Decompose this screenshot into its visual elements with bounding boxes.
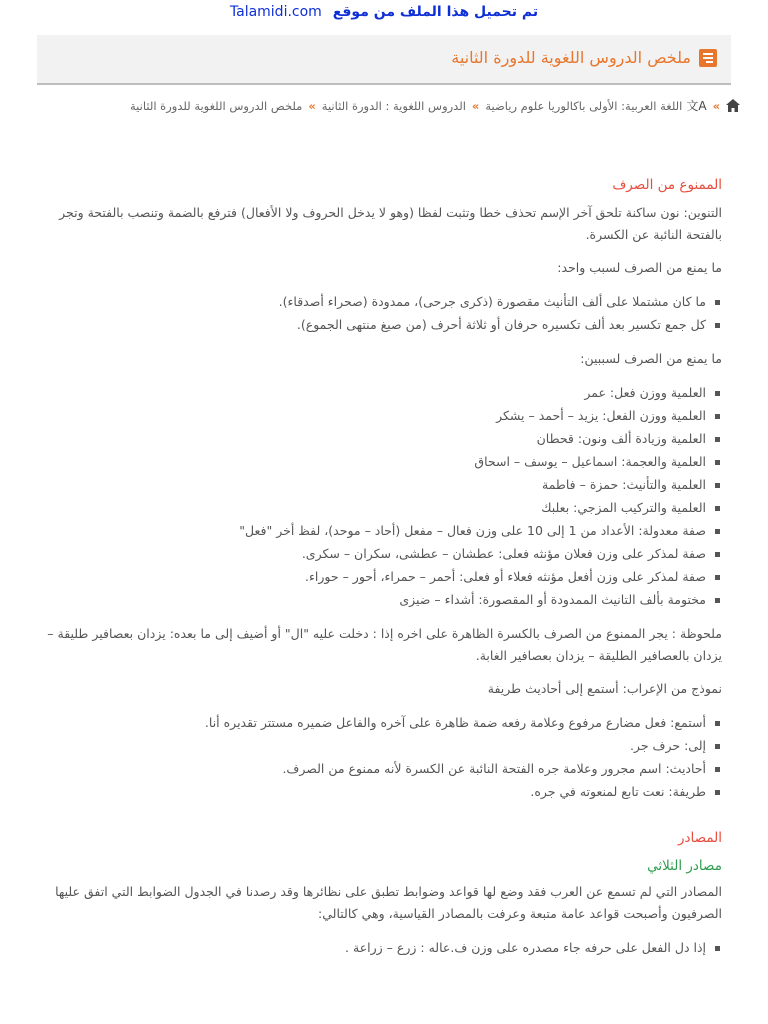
- breadcrumb-separator: »: [308, 98, 316, 113]
- list-item: العلمية ووزن الفعل: يزيد – أحمد – يشكر: [42, 404, 706, 427]
- list-item: أحاديث: اسم مجرور وعلامة جره الفتحة النائبة عن الكسرة لأنه ممنوع من الصرف.: [42, 757, 706, 780]
- list-item: صفة لمذكر على وزن فعلان مؤنثه فعلى: عطشان – عطشى، سكران – سكرى.: [42, 542, 706, 565]
- breadcrumb-separator: »: [712, 98, 720, 113]
- breadcrumb: [130, 97, 740, 114]
- two-causes-list: [42, 381, 722, 611]
- section-heading-masader: المصادر: [677, 830, 722, 846]
- breadcrumb-item-category[interactable]: الدروس اللغوية : الدورة الثانية: [321, 98, 466, 113]
- list-item: إلى: حرف جر.: [42, 734, 706, 757]
- list-item: العلمية ووزن فعل: عمر: [42, 381, 706, 404]
- parsing-example-label: نموذج من الإعراب: أستمع إلى أحاديث طريفة: [487, 681, 722, 696]
- masader-intro: المصادر التي لم تسمع عن العرب فقد وضع لها قواعد وضوابط تطبق على نظائرها وقد رصدنا في الجدول الضوابط التي اتفق عليها الصرفيون وأصبحت قواعد عامة متبعة وعرفت بالمصادر القياسية، وهي كالتالي:: [55, 884, 722, 921]
- masader-list: [42, 936, 722, 959]
- list-item: طريفة: نعت تابع لمنعوته في جره.: [42, 780, 706, 803]
- list-item: العلمية والعجمة: اسماعيل – يوسف – اسحاق: [42, 450, 706, 473]
- breadcrumb-item-subject[interactable]: اللغة العربية: الأولى باكالوريا علوم رياضية: [485, 98, 683, 113]
- list-item: مختومة بألف التانيث الممدودة أو المقصورة: أشداء – ضيزى: [42, 588, 706, 611]
- note-paragraph: ملحوظة : يجر الممنوع من الصرف بالكسرة الظاهرة على اخره إذا : دخلت عليه "ال" أو أضيف إلى ما بعده: يزدان بعصافير طليقة – يزدان بالعصافير الطليقة – يزدان بعصافير الغابة.: [47, 626, 722, 663]
- list-item: كل جمع تكسير بعد ألف تكسيره حرفان أو ثلاثة أحرف (من صيغ منتهى الجموع).: [42, 313, 706, 336]
- list-item: ما كان مشتملا على ألف التأنيث مقصورة (ذكرى جرحى)، ممدودة (صحراء أصدقاء).: [42, 290, 706, 313]
- one-cause-list: [42, 290, 722, 336]
- list-item: إذا دل الفعل على حرفه جاء مصدره على وزن ف.عاله : زرع – زراعة .: [42, 936, 706, 959]
- page-header: [37, 35, 731, 85]
- list-item: صفة لمذكر على وزن أفعل مؤنثه فعلاء أو فعلى: أحمر – حمراء، أحور – حوراء.: [42, 565, 706, 588]
- two-causes-label: ما يمنع من الصرف لسببين:: [580, 351, 722, 366]
- list-item: العلمية والتأنيث: حمزة – فاطمة: [42, 473, 706, 496]
- subheading-thulathi: مصادر الثلاثي: [647, 858, 722, 874]
- home-icon[interactable]: [726, 99, 740, 112]
- page-title: ملخص الدروس اللغوية للدورة الثانية: [451, 48, 691, 67]
- breadcrumb-separator: »: [471, 98, 480, 113]
- tanween-definition: التنوين: نون ساكنة تلحق آخر الإسم تحذف خطا وتثبت لفظا (وهو لا يدخل الحروف ولا الأفعال) فترفع بالضمة وتنصب بالفتحة وتجر بالفتحة النائبة عن الكسرة.: [59, 205, 722, 242]
- one-cause-label: ما يمنع من الصرف لسبب واحد:: [557, 260, 722, 275]
- breadcrumb-item-current: ملخص الدروس اللغوية للدورة الثانية: [130, 98, 303, 113]
- section-heading-mamnoo: الممنوع من الصرف: [612, 177, 722, 193]
- list-item: صفة معدولة: الأعداد من 1 إلى 10 على وزن فعال – مفعل (أحاد – موحد)، لفظ أخر "فعل": [42, 519, 706, 542]
- site-link[interactable]: Talamidi.com: [229, 4, 322, 20]
- document-icon: [699, 49, 717, 67]
- parsing-list: [42, 711, 722, 803]
- banner-text: تم تحميل هذا الملف من موقع: [332, 4, 539, 20]
- article-body: [42, 170, 722, 971]
- translate-icon: 文A: [686, 99, 707, 113]
- list-item: العلمية والتركيب المزجي: بعلبك: [42, 496, 706, 519]
- download-banner: [0, 4, 768, 20]
- list-item: العلمية وزيادة ألف ونون: قحطان: [42, 427, 706, 450]
- list-item: أستمع: فعل مضارع مرفوع وعلامة رفعه ضمة ظاهرة على آخره والفاعل ضميره مستتر تقديره أنا.: [42, 711, 706, 734]
